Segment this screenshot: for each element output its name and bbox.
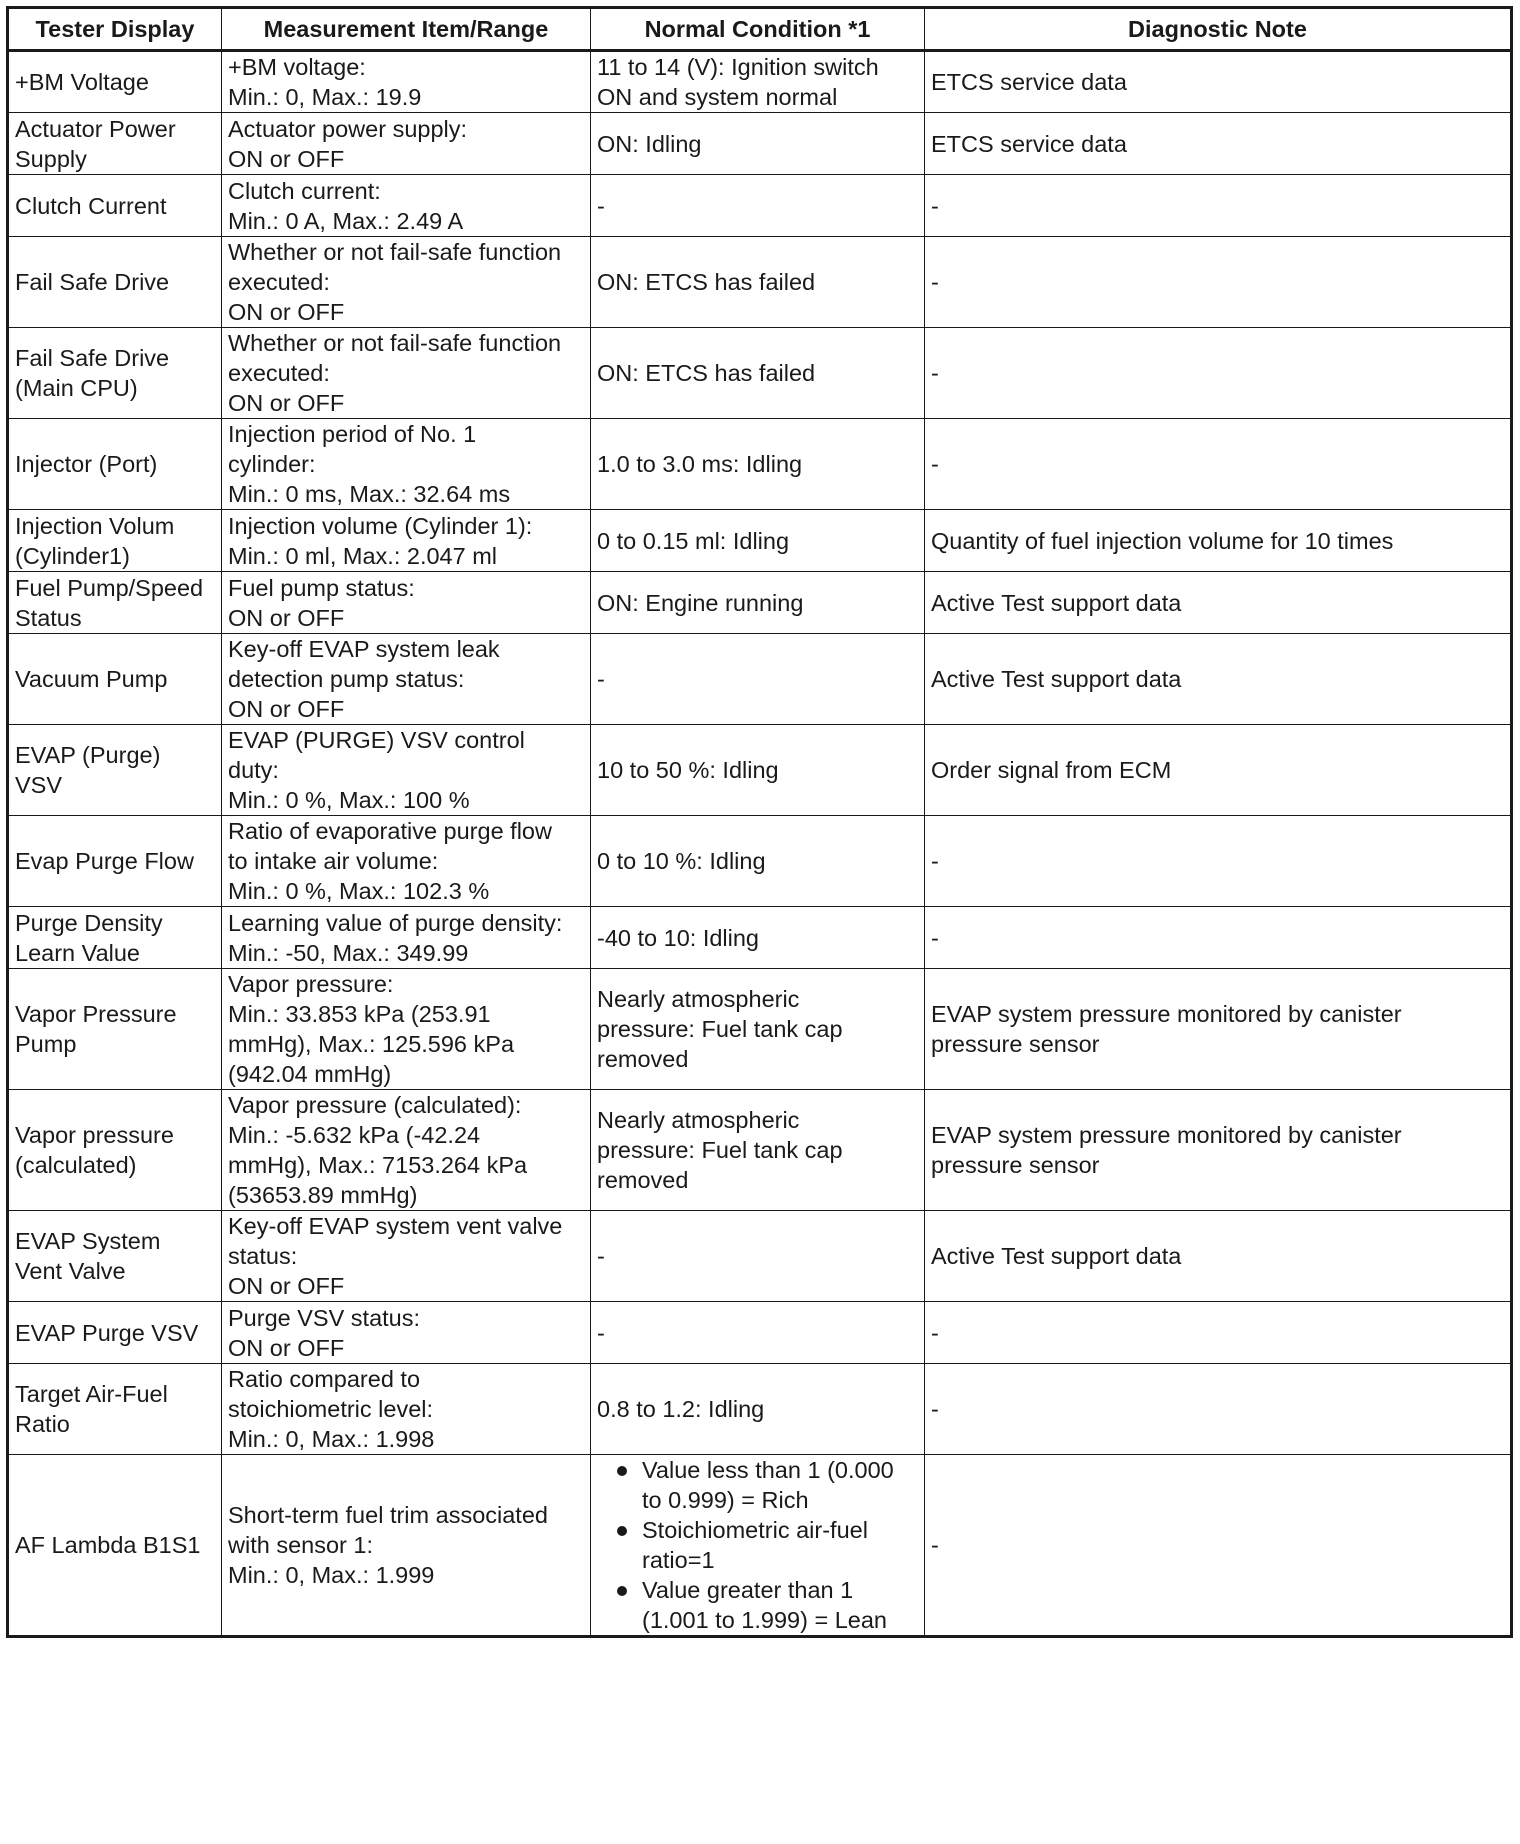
table-row xyxy=(8,237,1512,328)
cell-text-line: ON: Idling xyxy=(597,130,702,157)
table-row xyxy=(8,907,1512,969)
cell-measurement-item xyxy=(222,1455,591,1637)
cell-text-line: executed: xyxy=(228,360,330,386)
condition-bullet-list xyxy=(597,1455,918,1635)
cell-tester-display xyxy=(8,725,222,816)
cell-measurement-item xyxy=(222,1302,591,1364)
cell-normal-condition xyxy=(591,1211,925,1302)
cell-tester-display xyxy=(8,1090,222,1211)
diagnostic-data-table xyxy=(6,6,1513,1638)
cell-text-line: Min.: 0, Max.: 19.9 xyxy=(228,84,422,110)
cell-measurement-item xyxy=(222,1090,591,1211)
cell-text-line: detection pump status: xyxy=(228,666,465,692)
cell-diagnostic-note xyxy=(925,113,1512,175)
cell-text-line: duty: xyxy=(228,757,279,783)
cell-diagnostic-note xyxy=(925,510,1512,572)
cell-measurement-item xyxy=(222,816,591,907)
cell-text-line: ON or OFF xyxy=(228,145,345,172)
cell-normal-condition xyxy=(591,51,925,113)
cell-text-line: Clutch Current xyxy=(15,192,167,219)
cell-text-line: Learn Value xyxy=(15,939,140,966)
cell-text-line: 10 to 50 %: Idling xyxy=(597,757,779,783)
cell-tester-display xyxy=(8,907,222,969)
table-row xyxy=(8,1364,1512,1455)
cell-tester-display xyxy=(8,175,222,237)
cell-normal-condition xyxy=(591,634,925,725)
cell-measurement-item xyxy=(222,51,591,113)
cell-normal-condition xyxy=(591,816,925,907)
cell-normal-condition xyxy=(591,1455,925,1637)
cell-text-line: Actuator power supply: xyxy=(228,115,468,142)
cell-text-line: Evap Purge Flow xyxy=(15,848,194,874)
cell-text-line: Min.: 0 %, Max.: 102.3 % xyxy=(228,878,490,904)
cell-text-line: Injection volume (Cylinder 1): xyxy=(228,512,533,539)
cell-normal-condition xyxy=(591,1364,925,1455)
table-row xyxy=(8,816,1512,907)
cell-diagnostic-note xyxy=(925,1090,1512,1211)
cell-normal-condition xyxy=(591,113,925,175)
cell-text-line: ON or OFF xyxy=(228,390,345,416)
cell-text-line: Supply xyxy=(15,145,87,172)
table-row xyxy=(8,725,1512,816)
cell-text-line: ETCS service data xyxy=(931,69,1127,95)
cell-tester-display xyxy=(8,237,222,328)
cell-measurement-item xyxy=(222,1364,591,1455)
cell-text-line: Ratio xyxy=(15,1411,70,1437)
cell-tester-display xyxy=(8,1364,222,1455)
cell-text-line: removed xyxy=(597,1167,689,1193)
cell-text-line: Min.: 0 ml, Max.: 2.047 ml xyxy=(228,542,498,569)
cell-text-line: EVAP system pressure monitored by canister xyxy=(931,1001,1402,1027)
cell-tester-display xyxy=(8,969,222,1090)
cell-tester-display xyxy=(8,634,222,725)
cell-text-line: Min.: 33.853 kPa (253.91 xyxy=(228,1001,491,1027)
cell-text-line: VSV xyxy=(15,772,63,798)
cell-diagnostic-note xyxy=(925,1211,1512,1302)
cell-text-line: Vapor pressure (calculated): xyxy=(228,1092,522,1118)
cell-measurement-item xyxy=(222,725,591,816)
cell-text-line: - xyxy=(597,666,605,692)
cell-diagnostic-note xyxy=(925,1302,1512,1364)
cell-text-line: EVAP system pressure monitored by canister xyxy=(931,1122,1402,1148)
cell-text-line: ON: ETCS has failed xyxy=(597,360,816,386)
cell-text-line: Stoichiometric air-fuel xyxy=(642,1517,868,1543)
cell-text-line: pressure: Fuel tank cap xyxy=(597,1016,843,1042)
table-row xyxy=(8,634,1512,725)
cell-text-line: Vacuum Pump xyxy=(15,666,168,692)
cell-normal-condition xyxy=(591,572,925,634)
cell-normal-condition xyxy=(591,510,925,572)
cell-measurement-item xyxy=(222,510,591,572)
cell-text-line: Actuator Power xyxy=(15,115,176,142)
cell-text-line: Nearly atmospheric xyxy=(597,986,800,1012)
cell-diagnostic-note xyxy=(925,1455,1512,1637)
cell-normal-condition xyxy=(591,725,925,816)
cell-text-line: Value less than 1 (0.000 xyxy=(642,1457,894,1483)
cell-text-line: EVAP (PURGE) VSV control xyxy=(228,727,525,753)
cell-text-line: cylinder: xyxy=(228,451,316,477)
cell-text-line: Fail Safe Drive xyxy=(15,269,170,295)
cell-text-line: Active Test support data xyxy=(931,1243,1182,1269)
table-row xyxy=(8,572,1512,634)
cell-text-line: Min.: -50, Max.: 349.99 xyxy=(228,939,469,966)
cell-text-line: 0 to 0.15 ml: Idling xyxy=(597,527,790,554)
cell-text-line: Ratio of evaporative purge flow xyxy=(228,818,552,844)
cell-text-line: with sensor 1: xyxy=(228,1532,373,1558)
table-row xyxy=(8,1455,1512,1637)
cell-text-line: Min.: 0 A, Max.: 2.49 A xyxy=(228,207,464,234)
cell-text-line: EVAP Purge VSV xyxy=(15,1319,199,1346)
cell-text-line: Active Test support data xyxy=(931,589,1182,616)
cell-measurement-item xyxy=(222,634,591,725)
table-row xyxy=(8,51,1512,113)
cell-text-line: 0 to 10 %: Idling xyxy=(597,848,766,874)
cell-measurement-item xyxy=(222,419,591,510)
cell-measurement-item xyxy=(222,113,591,175)
cell-text-line: Purge VSV status: xyxy=(228,1304,421,1331)
cell-text-line: Learning value of purge density: xyxy=(228,909,563,936)
cell-text-line: Fail Safe Drive xyxy=(15,345,170,371)
cell-text-line: Vent Valve xyxy=(15,1258,126,1284)
cell-diagnostic-note xyxy=(925,725,1512,816)
cell-text-line: ETCS service data xyxy=(931,130,1127,157)
cell-text-line: (1.001 to 1.999) = Lean xyxy=(642,1607,887,1633)
table-row xyxy=(8,419,1512,510)
cell-text-line: Clutch current: xyxy=(228,177,381,204)
header-measurement-item: Measurement Item/Range xyxy=(222,8,591,51)
cell-text-line: EVAP (Purge) xyxy=(15,742,161,768)
cell-text-line: (Main CPU) xyxy=(15,375,138,401)
cell-diagnostic-note xyxy=(925,175,1512,237)
table-row xyxy=(8,1302,1512,1364)
cell-text-line: Key-off EVAP system vent valve xyxy=(228,1213,563,1239)
cell-text-line: Injection Volum xyxy=(15,512,175,539)
cell-text-line: Min.: -5.632 kPa (-42.24 xyxy=(228,1122,481,1148)
cell-text-line: Min.: 0 %, Max.: 100 % xyxy=(228,787,470,813)
cell-diagnostic-note xyxy=(925,1364,1512,1455)
cell-text-line: ON or OFF xyxy=(228,1273,345,1299)
cell-text-line: -40 to 10: Idling xyxy=(597,924,759,951)
cell-normal-condition xyxy=(591,237,925,328)
cell-text-line: ratio=1 xyxy=(642,1547,715,1573)
cell-text-line: Min.: 0, Max.: 1.998 xyxy=(228,1426,435,1452)
cell-text-line: - xyxy=(931,924,939,951)
cell-text-line: - xyxy=(931,1319,939,1346)
table-row xyxy=(8,1211,1512,1302)
cell-text-line: Injector (Port) xyxy=(15,451,158,477)
cell-diagnostic-note xyxy=(925,634,1512,725)
cell-text-line: 11 to 14 (V): Ignition switch xyxy=(597,54,879,80)
cell-text-line: mmHg), Max.: 125.596 kPa xyxy=(228,1031,515,1057)
cell-normal-condition xyxy=(591,1090,925,1211)
cell-text-line: Active Test support data xyxy=(931,666,1182,692)
cell-text-line: ON: Engine running xyxy=(597,589,804,616)
cell-text-line: (Cylinder1) xyxy=(15,542,130,569)
cell-text-line: Ratio compared to xyxy=(228,1366,421,1392)
cell-tester-display xyxy=(8,1302,222,1364)
cell-diagnostic-note xyxy=(925,419,1512,510)
cell-diagnostic-note xyxy=(925,237,1512,328)
cell-measurement-item xyxy=(222,907,591,969)
cell-text-line: - xyxy=(597,1243,605,1269)
cell-measurement-item xyxy=(222,1211,591,1302)
cell-text-line: ON: ETCS has failed xyxy=(597,269,816,295)
cell-text-line: Fuel Pump/Speed xyxy=(15,574,204,601)
cell-text-line: ON and system normal xyxy=(597,84,838,110)
cell-measurement-item xyxy=(222,328,591,419)
cell-text-line: Short-term fuel trim associated xyxy=(228,1502,548,1528)
cell-text-line: executed: xyxy=(228,269,330,295)
cell-tester-display xyxy=(8,572,222,634)
cell-text-line: status: xyxy=(228,1243,298,1269)
cell-text-line: Value greater than 1 xyxy=(642,1577,854,1603)
cell-tester-display xyxy=(8,510,222,572)
cell-text-line: Key-off EVAP system leak xyxy=(228,636,500,662)
cell-text-line: - xyxy=(931,1396,939,1422)
cell-text-line: Min.: 0 ms, Max.: 32.64 ms xyxy=(228,481,511,507)
cell-text-line: Order signal from ECM xyxy=(931,757,1172,783)
cell-text-line: 1.0 to 3.0 ms: Idling xyxy=(597,451,803,477)
header-normal-condition: Normal Condition *1 xyxy=(591,8,925,51)
table-header-row xyxy=(8,8,1512,51)
cell-measurement-item xyxy=(222,175,591,237)
cell-tester-display xyxy=(8,1211,222,1302)
cell-text-line: Nearly atmospheric xyxy=(597,1107,800,1133)
cell-text-line: - xyxy=(931,192,939,219)
cell-text-line: ON or OFF xyxy=(228,1334,345,1361)
cell-text-line: 0.8 to 1.2: Idling xyxy=(597,1396,765,1422)
cell-text-line: Whether or not fail-safe function xyxy=(228,330,562,356)
condition-bullet-item xyxy=(597,1515,918,1575)
cell-measurement-item xyxy=(222,237,591,328)
cell-text-line: removed xyxy=(597,1046,689,1072)
header-tester-display: Tester Display xyxy=(8,8,222,51)
cell-normal-condition xyxy=(591,175,925,237)
table-row xyxy=(8,969,1512,1090)
cell-text-line: +BM voltage: xyxy=(228,54,366,80)
cell-text-line: pressure sensor xyxy=(931,1152,1100,1178)
cell-text-line: (942.04 mmHg) xyxy=(228,1061,392,1087)
cell-text-line: - xyxy=(931,451,939,477)
table-row xyxy=(8,510,1512,572)
cell-normal-condition xyxy=(591,328,925,419)
table-row xyxy=(8,175,1512,237)
cell-text-line: Target Air-Fuel xyxy=(15,1381,168,1407)
cell-text-line: to 0.999) = Rich xyxy=(642,1487,809,1513)
cell-text-line: (calculated) xyxy=(15,1152,137,1178)
cell-diagnostic-note xyxy=(925,51,1512,113)
cell-text-line: mmHg), Max.: 7153.264 kPa xyxy=(228,1152,528,1178)
cell-diagnostic-note xyxy=(925,907,1512,969)
cell-text-line: ON or OFF xyxy=(228,696,345,722)
cell-text-line: Injection period of No. 1 xyxy=(228,421,477,447)
cell-text-line: AF Lambda B1S1 xyxy=(15,1532,201,1558)
cell-measurement-item xyxy=(222,969,591,1090)
cell-tester-display xyxy=(8,816,222,907)
cell-normal-condition xyxy=(591,419,925,510)
table-row xyxy=(8,328,1512,419)
cell-text-line: Status xyxy=(15,604,82,631)
table-row xyxy=(8,1090,1512,1211)
cell-text-line: (53653.89 mmHg) xyxy=(228,1182,418,1208)
cell-text-line: - xyxy=(597,1319,605,1346)
cell-text-line: ON or OFF xyxy=(228,604,345,631)
cell-tester-display xyxy=(8,419,222,510)
cell-text-line: EVAP System xyxy=(15,1228,161,1254)
cell-diagnostic-note xyxy=(925,572,1512,634)
cell-text-line: Vapor Pressure xyxy=(15,1001,177,1027)
condition-bullet-item xyxy=(597,1455,918,1515)
cell-text-line: ON or OFF xyxy=(228,299,345,325)
cell-tester-display xyxy=(8,1455,222,1637)
cell-text-line: Vapor pressure xyxy=(15,1122,174,1148)
condition-bullet-item xyxy=(597,1575,918,1635)
table-body xyxy=(8,51,1512,1637)
cell-text-line: +BM Voltage xyxy=(15,69,149,95)
cell-normal-condition xyxy=(591,907,925,969)
cell-text-line: to intake air volume: xyxy=(228,848,439,874)
cell-text-line: Whether or not fail-safe function xyxy=(228,239,562,265)
cell-measurement-item xyxy=(222,572,591,634)
cell-diagnostic-note xyxy=(925,969,1512,1090)
cell-text-line: Purge Density xyxy=(15,909,163,936)
cell-text-line: pressure sensor xyxy=(931,1031,1100,1057)
cell-text-line: - xyxy=(931,848,939,874)
cell-text-line: Quantity of fuel injection volume for 10 times xyxy=(931,527,1394,554)
cell-text-line: Min.: 0, Max.: 1.999 xyxy=(228,1562,435,1588)
cell-text-line: - xyxy=(931,360,939,386)
cell-tester-display xyxy=(8,113,222,175)
header-diagnostic-note: Diagnostic Note xyxy=(925,8,1512,51)
table-row xyxy=(8,113,1512,175)
cell-text-line: - xyxy=(597,192,605,219)
cell-text-line: Vapor pressure: xyxy=(228,971,394,997)
cell-normal-condition xyxy=(591,1302,925,1364)
cell-normal-condition xyxy=(591,969,925,1090)
cell-text-line: pressure: Fuel tank cap xyxy=(597,1137,843,1163)
cell-text-line: - xyxy=(931,1532,939,1558)
cell-text-line: - xyxy=(931,269,939,295)
cell-tester-display xyxy=(8,51,222,113)
cell-diagnostic-note xyxy=(925,816,1512,907)
cell-diagnostic-note xyxy=(925,328,1512,419)
cell-text-line: Fuel pump status: xyxy=(228,574,415,601)
cell-text-line: stoichiometric level: xyxy=(228,1396,434,1422)
cell-text-line: Pump xyxy=(15,1031,77,1057)
cell-tester-display xyxy=(8,328,222,419)
